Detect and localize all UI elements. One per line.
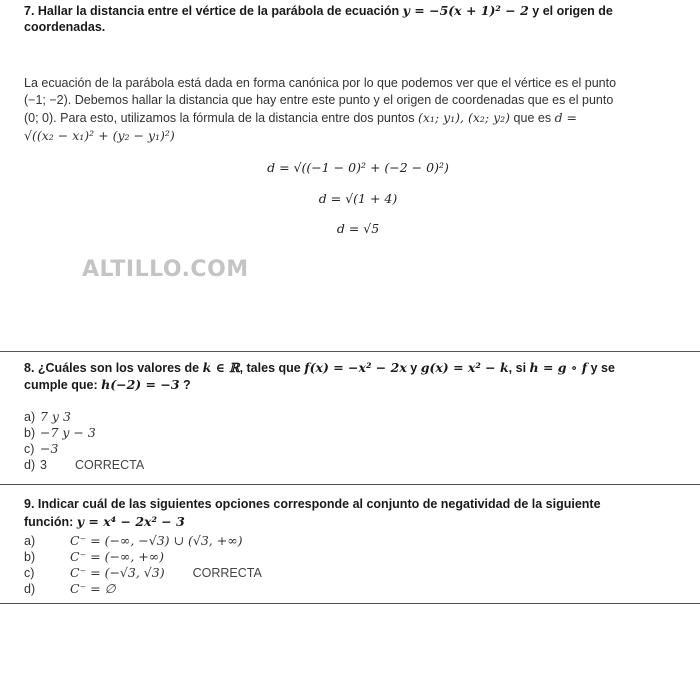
q7-step2: d = √(1 + 4) [318, 191, 398, 206]
q8-h: h = g ∘ f [529, 360, 588, 375]
q8-option-d [24, 457, 144, 473]
q7-step3: d = √5 [336, 221, 380, 236]
q8-option-c [24, 441, 144, 457]
watermark: ALTILLO.COM [82, 257, 249, 282]
q8-title [24, 359, 694, 377]
q8-option-a [24, 409, 144, 425]
q9-option-label: c) [24, 566, 35, 580]
q8-k: k ∈ ℝ [202, 360, 240, 375]
q7-para-line2: (−1; −2). Debemos hallar la distancia que hay entre este punto y el origen de coordenadas que es el punto [24, 93, 614, 107]
q8-option-b [24, 425, 144, 441]
q8-title-line2 [24, 376, 191, 394]
q9-title: 9. Indicar cuál de las siguientes opciones corresponde al conjunto de negatividad de la siguiente [24, 497, 601, 511]
q9-option-label: b) [24, 550, 36, 564]
correct-badge: CORRECTA [192, 566, 262, 580]
q8-title-c: , si [508, 361, 527, 375]
q9-option-c [24, 565, 262, 581]
q7-title-line2: coordenadas. [24, 20, 106, 34]
q7-step1: d = √((−1 − 0)² + (−2 − 0)²) [267, 160, 449, 175]
q8-title-a: 8. ¿Cuáles son los valores de [24, 361, 200, 375]
q8-option-label: b) [24, 426, 36, 440]
q7-d-label: d = [554, 110, 578, 125]
q7-title-prefix: 7. Hallar la distancia entre el vértice de la parábola de ecuación [24, 4, 400, 18]
q8-options [24, 409, 144, 473]
q7-distance-formula: √((x₂ − x₁)² + (y₂ − y₁)²) [24, 128, 175, 143]
q8-option-label: c) [24, 442, 35, 456]
q8-option-text: −3 [40, 441, 59, 456]
q9-option-d [24, 581, 262, 597]
divider [0, 351, 700, 352]
q7-title-equation: y = −5(x + 1)² − 2 [402, 3, 529, 18]
q7-para-line3-b: que es [513, 111, 552, 125]
q7-title [24, 2, 694, 20]
q8-title-b: , tales que [239, 361, 301, 375]
correct-badge: CORRECTA [74, 458, 145, 472]
divider [0, 603, 700, 604]
q9-option-text: C⁻ = (−√3, √3) [70, 565, 165, 580]
q8-condition: h(−2) = −3 [101, 377, 180, 392]
q9-option-a [24, 533, 262, 549]
q8-y: y [410, 361, 418, 375]
q8-option-text: −7 y − 3 [40, 425, 96, 440]
q9-options [24, 533, 262, 597]
q8-option-label: a) [24, 410, 36, 424]
q8-title-line2-b: ? [183, 378, 191, 392]
q8-f: f(x) = −x² − 2x [304, 360, 407, 375]
q9-title-line2-a: función: [24, 515, 74, 529]
q8-option-label: d) [24, 458, 36, 472]
q9-option-text: C⁻ = ∅ [70, 581, 116, 596]
q7-para-line3-a: (0; 0). Para esto, utilizamos la fórmula de la distancia entre dos puntos [24, 111, 415, 125]
q8-g: g(x) = x² − k [420, 360, 509, 375]
q9-option-text: C⁻ = (−∞, −√3) ∪ (√3, +∞) [70, 533, 243, 548]
q7-explanation [24, 75, 694, 144]
q7-para-line3 [24, 109, 694, 127]
q7-para-line1: La ecuación de la parábola está dada en forma canónica por lo que podemos ver que el vértice es el punto [24, 76, 617, 90]
q7-title-suffix: y el origen de [532, 4, 613, 18]
divider [0, 484, 700, 485]
q8-title-d: y se [590, 361, 615, 375]
q9-function: y = x⁴ − 2x² − 3 [76, 514, 185, 529]
q9-option-b [24, 549, 262, 565]
q9-option-label: a) [24, 534, 36, 548]
q9-option-label: d) [24, 582, 36, 596]
q9-title-line2 [24, 513, 185, 531]
q9-option-text: C⁻ = (−∞, +∞) [70, 549, 165, 564]
q8-option-text: 3 [40, 458, 47, 472]
q7-points: (x₁; y₁), (x₂; y₂) [417, 110, 511, 125]
q8-option-text: 7 y 3 [40, 409, 71, 424]
q8-title-line2-a: cumple que: [24, 378, 98, 392]
